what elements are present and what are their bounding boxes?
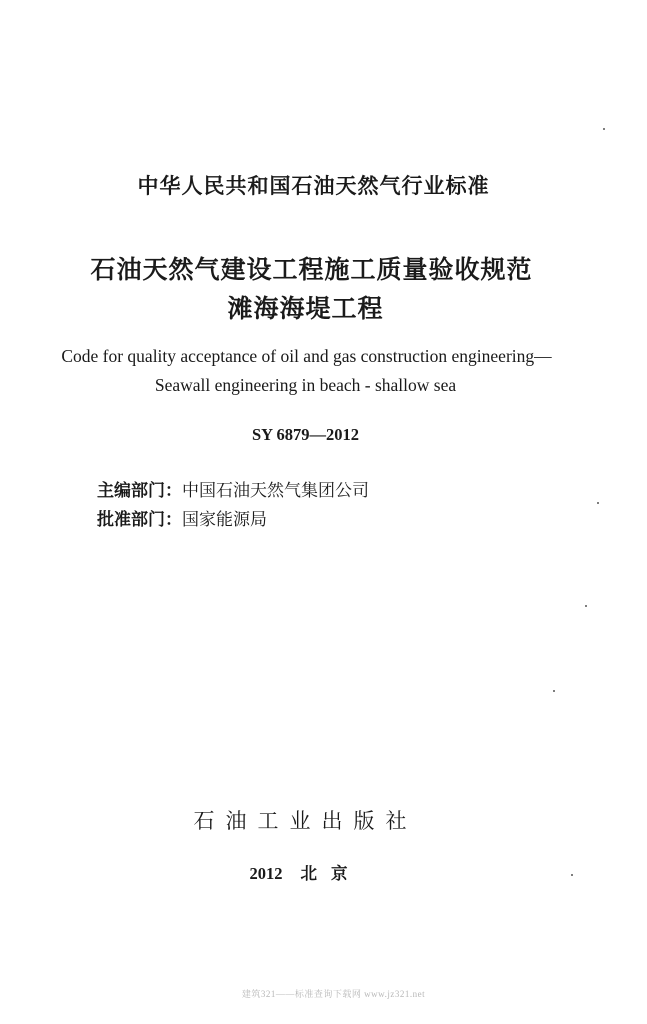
standard-code: SY 6879—2012 [251, 425, 360, 444]
scan-speck [553, 690, 555, 692]
english-title-line-1: Code for quality acceptance of oil and gas construction engineering— [61, 346, 552, 366]
publication-year: 2012 [249, 864, 283, 883]
editor-value: 中国石油天然气集团公司 [182, 481, 369, 500]
scan-speck [603, 128, 605, 130]
standard-category: 中华人民共和国石油天然气行业标准 [137, 174, 490, 198]
publisher-name: 石油工业出版社 [193, 809, 418, 833]
approver-department [97, 505, 267, 530]
document-subtitle: 滩海海堤工程 [227, 294, 384, 323]
document-title: 石油天然气建设工程施工质量验收规范 [90, 255, 533, 284]
scan-speck [585, 605, 587, 607]
scan-speck [597, 502, 599, 504]
editor-label: 主编部门： [97, 481, 182, 501]
approver-value: 国家能源局 [182, 510, 267, 529]
publication-info [0, 860, 629, 884]
english-title-line-2: Seawall engineering in beach - shallow sea [154, 375, 457, 395]
approver-label: 批准部门： [97, 510, 182, 530]
scan-speck [571, 874, 573, 876]
editor-department [97, 476, 369, 501]
watermark-text: 建筑321——标准查询下载网 www.jz321.net [241, 989, 426, 999]
publication-city: 北京 [300, 864, 362, 883]
